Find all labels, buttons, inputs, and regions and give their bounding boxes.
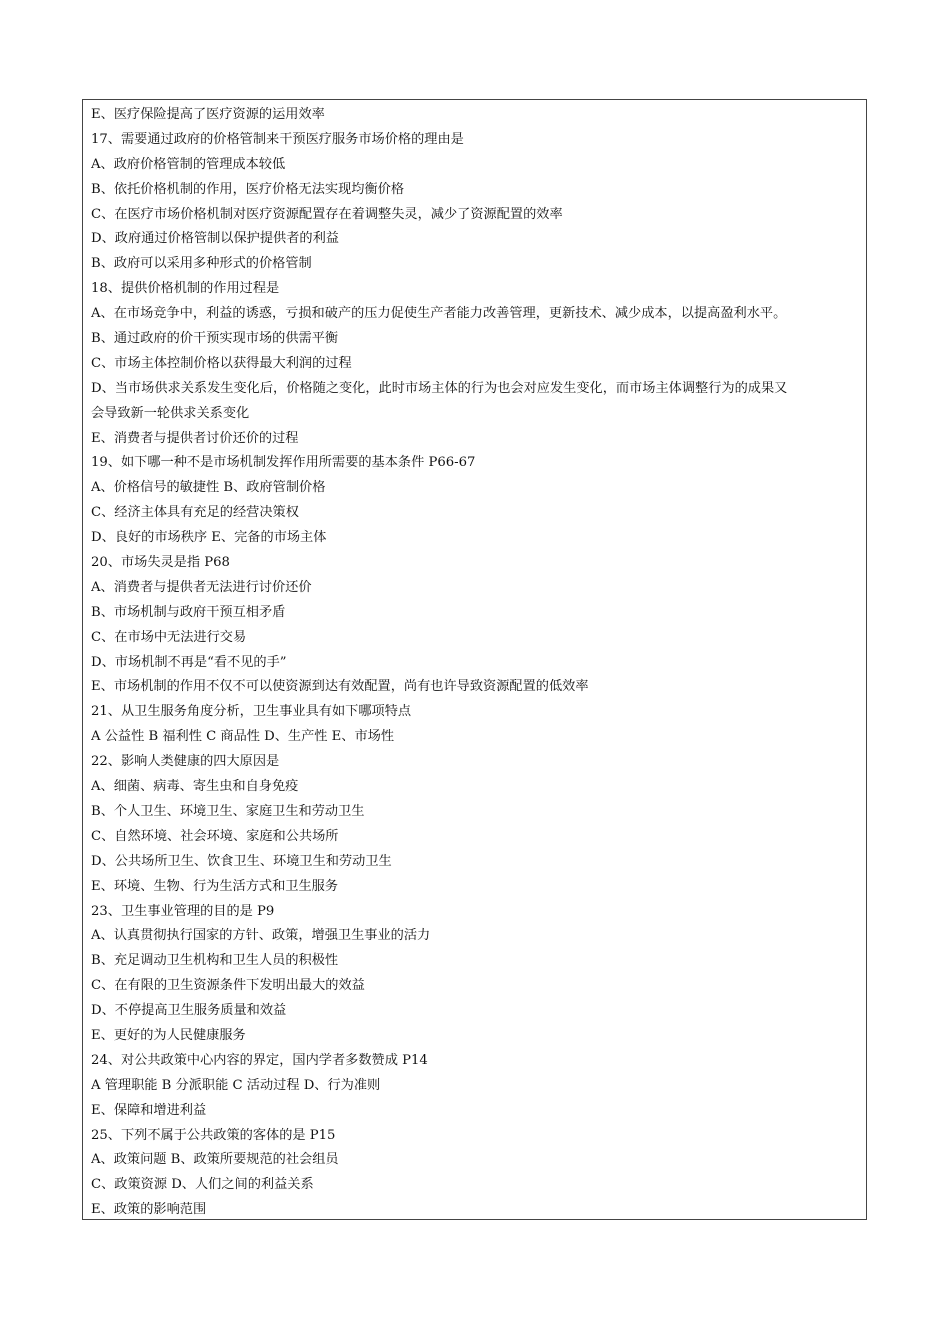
option-line: D、良好的市场秩序 E、完备的市场主体 bbox=[91, 530, 327, 546]
option-line: C、政策资源 D、人们之间的利益关系 bbox=[91, 1177, 314, 1193]
option-line: D、政府通过价格管制以保护提供者的利益 bbox=[91, 231, 339, 247]
option-line: E、消费者与提供者讨价还价的过程 bbox=[91, 430, 299, 446]
question-24: 24、对公共政策中心内容的界定，国内学者多数赞成 P14 bbox=[91, 1052, 428, 1068]
option-line: C、在有限的卫生资源条件下发明出最大的效益 bbox=[91, 978, 365, 994]
question-21: 21、从卫生服务角度分析，卫生事业具有如下哪项特点 bbox=[91, 704, 412, 720]
option-line: E、政策的影响范围 bbox=[91, 1202, 207, 1218]
option-line: B、依托价格机制的作用，医疗价格无法实现均衡价格 bbox=[91, 181, 405, 197]
option-line-continuation: 会导致新一轮供求关系变化 bbox=[91, 405, 250, 421]
option-line: A、政策问题 B、政策所要规范的社会组员 bbox=[91, 1152, 339, 1168]
option-line: D、不停提高卫生服务质量和效益 bbox=[91, 1003, 287, 1019]
option-line: D、市场机制不再是“看不见的手” bbox=[91, 654, 287, 670]
question-text-box bbox=[82, 99, 867, 1220]
option-line: E、市场机制的作用不仅不可以使资源到达有效配置，尚有也许导致资源配置的低效率 bbox=[91, 679, 589, 695]
option-line: A、价格信号的敏捷性 B、政府管制价格 bbox=[91, 480, 326, 496]
option-line: E、保障和增进利益 bbox=[91, 1102, 207, 1118]
question-17: 17、需要通过政府的价格管制来干预医疗服务市场价格的理由是 bbox=[91, 131, 464, 147]
option-line: B、政府可以采用多种形式的价格管制 bbox=[91, 256, 312, 272]
option-line: A、消费者与提供者无法进行讨价还价 bbox=[91, 579, 312, 595]
option-line: E、更好的为人民健康服务 bbox=[91, 1027, 246, 1043]
option-line: C、自然环境、社会环境、家庭和公共场所 bbox=[91, 828, 339, 844]
option-line: E、环境、生物、行为生活方式和卫生服务 bbox=[91, 878, 338, 894]
option-line: C、经济主体具有充足的经营决策权 bbox=[91, 505, 299, 521]
option-line: A 公益性 B 福利性 C 商品性 D、生产性 E、市场性 bbox=[91, 729, 395, 745]
option-line: A、细菌、病毒、寄生虫和自身免疫 bbox=[91, 779, 299, 795]
option-line: C、在医疗市场价格机制对医疗资源配置存在着调整失灵，减少了资源配置的效率 bbox=[91, 206, 563, 222]
text-line: E、医疗保险提高了医疗资源的运用效率 bbox=[91, 107, 325, 122]
option-line: A、认真贯彻执行国家的方针、政策，增强卫生事业的活力 bbox=[91, 928, 431, 944]
question-19: 19、如下哪一种不是市场机制发挥作用所需要的基本条件 P66-67 bbox=[91, 455, 476, 471]
option-line: D、公共场所卫生、饮食卫生、环境卫生和劳动卫生 bbox=[91, 853, 392, 869]
option-line: B、通过政府的价干预实现市场的供需平衡 bbox=[91, 331, 339, 347]
option-line: B、个人卫生、环境卫生、家庭卫生和劳动卫生 bbox=[91, 803, 365, 819]
option-line: C、在市场中无法进行交易 bbox=[91, 629, 247, 645]
question-22: 22、影响人类健康的四大原因是 bbox=[91, 754, 280, 770]
option-line: B、充足调动卫生机构和卫生人员的积极性 bbox=[91, 953, 339, 969]
question-20: 20、市场失灵是指 P68 bbox=[91, 555, 230, 571]
option-line: B、市场机制与政府干预互相矛盾 bbox=[91, 604, 286, 620]
question-23: 23、卫生事业管理的目的是 P9 bbox=[91, 903, 275, 919]
option-line: A 管理职能 B 分派职能 C 活动过程 D、行为准则 bbox=[91, 1077, 381, 1093]
question-25: 25、下列不属于公共政策的客体的是 P15 bbox=[91, 1127, 336, 1143]
option-line: A、在市场竞争中，利益的诱惑，亏损和破产的压力促使生产者能力改善管理，更新技术、减少成本，以提高盈利水平。 bbox=[91, 306, 787, 322]
option-line: C、市场主体控制价格以获得最大利润的过程 bbox=[91, 355, 352, 371]
question-18: 18、提供价格机制的作用过程是 bbox=[91, 281, 280, 297]
option-line: A、政府价格管制的管理成本较低 bbox=[91, 156, 286, 172]
option-line: D、当市场供求关系发生变化后，价格随之变化，此时市场主体的行为也会对应发生变化，而市场主体调整行为的成果又 bbox=[91, 380, 788, 396]
